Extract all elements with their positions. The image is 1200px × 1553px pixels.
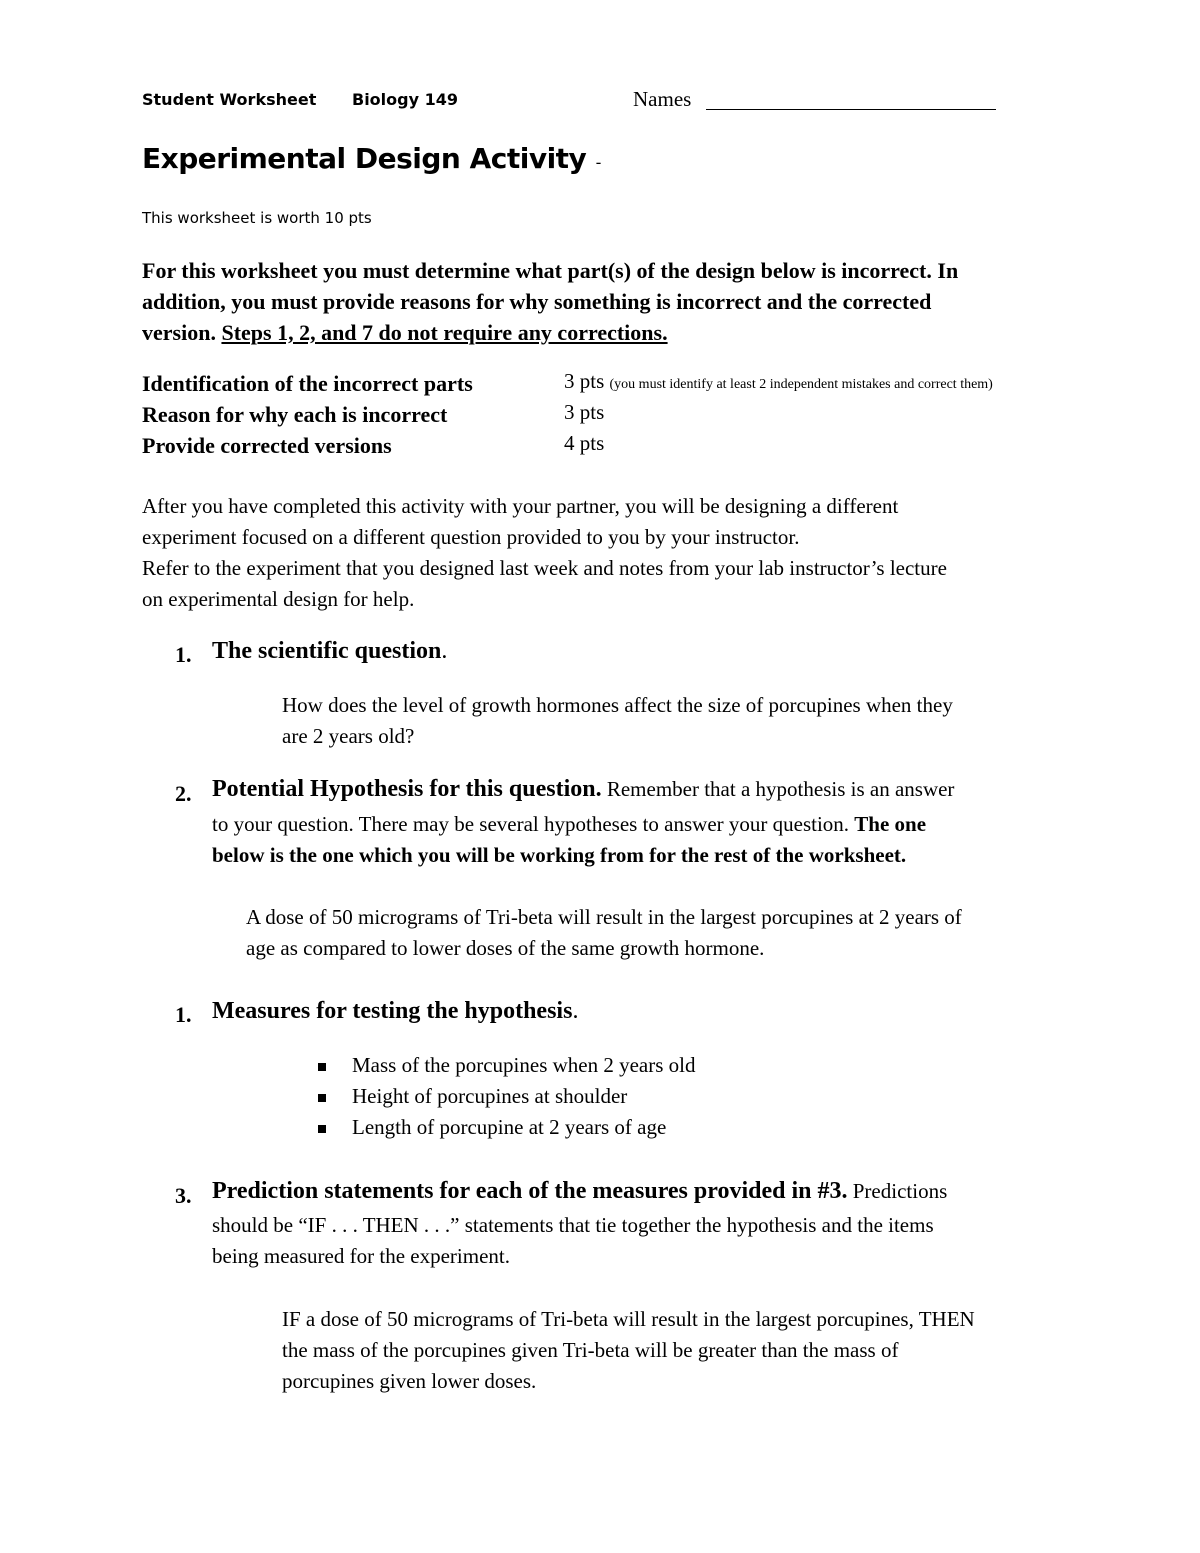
after-line-2: experiment focused on a different question provided to you by your instructor.	[142, 525, 800, 549]
section-1-body-1: How does the level of growth hormones affect the size of porcupines when they	[282, 693, 953, 717]
grading-points-1: 3 pts (you must identify at least 2 independent mistakes and correct them)	[564, 369, 993, 393]
names-label: Names	[633, 87, 692, 111]
section-4-number: 3.	[175, 1183, 192, 1208]
prediction-line-1: IF a dose of 50 micrograms of Tri-beta will result in the largest porcupines, THEN	[282, 1307, 975, 1331]
section-1-number: 1.	[175, 642, 192, 667]
after-line-4: on experimental design for help.	[142, 587, 415, 611]
intro-line-1: For this worksheet you must determine what part(s) of the design below is incorrect. In	[142, 258, 959, 283]
section-4-heading: Prediction statements for each of the measures provided in #3. Predictions	[212, 1178, 948, 1204]
bullet-icon	[318, 1058, 326, 1076]
intro-line-2: addition, you must provide reasons for why something is incorrect and the corrected	[142, 289, 932, 314]
section-2-line-2: to your question. There may be several hypotheses to answer your question. The one	[212, 812, 927, 836]
grading-label-1: Identification of the incorrect parts	[142, 371, 473, 396]
section-1-body-2: are 2 years old?	[282, 724, 415, 748]
section-3-heading: Measures for testing the hypothesis.	[212, 998, 579, 1024]
prediction-line-3: porcupines given lower doses.	[282, 1369, 537, 1393]
prediction-line-2: the mass of the porcupines given Tri-beta will be greater than the mass of	[282, 1338, 899, 1362]
measure-item-3: Length of porcupine at 2 years of age	[352, 1115, 667, 1139]
bullet-icon	[318, 1089, 326, 1107]
page-title: Experimental Design Activity -	[142, 142, 601, 175]
grading-label-2: Reason for why each is incorrect	[142, 402, 448, 427]
header-course-label: Student Worksheet	[142, 90, 317, 109]
after-line-3: Refer to the experiment that you designed last week and notes from your lab instructor’s lecture	[142, 556, 947, 580]
intro-line-3: version. Steps 1, 2, and 7 do not require any corrections.	[142, 320, 668, 345]
grading-points-3: 4 pts	[564, 431, 605, 455]
section-2-heading: Potential Hypothesis for this question. Remember that a hypothesis is an answer	[212, 776, 955, 802]
hypothesis-line-2: age as compared to lower doses of the same growth hormone.	[246, 936, 765, 960]
no-correction-note: Steps 1, 2, and 7 do not require any corrections.	[221, 320, 668, 345]
measure-item-1: Mass of the porcupines when 2 years old	[352, 1053, 696, 1077]
section-1-heading: The scientific question.	[212, 638, 448, 664]
grading-label-3: Provide corrected versions	[142, 433, 392, 458]
section-2-line-3: below is the one which you will be working from for the rest of the worksheet.	[212, 843, 907, 867]
header-class-label: Biology 149	[352, 90, 458, 109]
worth-note: This worksheet is worth 10 pts	[142, 209, 372, 227]
bullet-icon	[318, 1120, 326, 1138]
names-blank-line[interactable]	[706, 109, 996, 110]
hypothesis-line-1: A dose of 50 micrograms of Tri-beta will result in the largest porcupines at 2 years of	[246, 905, 962, 929]
grading-points-2: 3 pts	[564, 400, 605, 424]
measure-item-2: Height of porcupines at shoulder	[352, 1084, 628, 1108]
section-2-number: 2.	[175, 781, 192, 806]
section-4-line-2: should be “IF . . . THEN . . .” statements that tie together the hypothesis and the items	[212, 1213, 934, 1237]
section-3-number: 1.	[175, 1002, 192, 1027]
section-4-line-3: being measured for the experiment.	[212, 1244, 510, 1268]
after-line-1: After you have completed this activity with your partner, you will be designing a different	[142, 494, 899, 518]
